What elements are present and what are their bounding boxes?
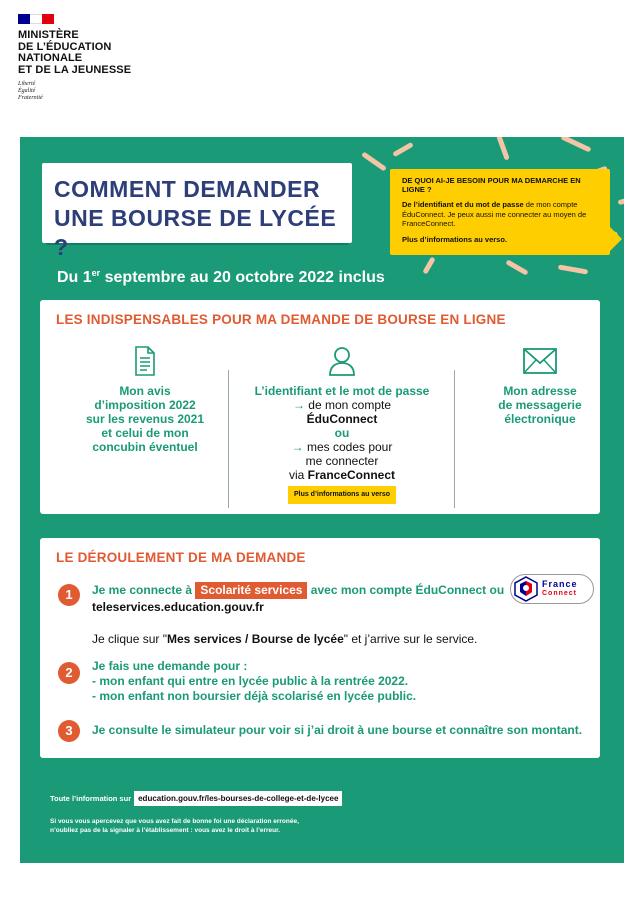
step-1-number: 1	[58, 584, 80, 606]
user-icon	[327, 346, 357, 376]
franceconnect-logo[interactable]: France Connect	[510, 574, 594, 604]
tax-notice-column: Mon avis d’imposition 2022 sur les revenus 2021 et celui de mon concubin éventuel	[80, 346, 210, 454]
decorative-dash	[618, 198, 624, 205]
essentials-card	[40, 300, 600, 514]
callout-box	[390, 169, 610, 255]
more-info-tag: Plus d’informations au verso	[288, 486, 396, 504]
step-1-subtext: Je clique sur "Mes services / Bourse de lycée" et j’arrive sur le service.	[92, 632, 478, 646]
callout-question: DE QUOI AI-JE BESOIN POUR MA DEMARCHE EN LIGNE ?	[402, 176, 581, 194]
envelope-icon	[523, 348, 557, 374]
french-flag	[18, 14, 54, 24]
title-box	[42, 163, 352, 260]
callout-answer: De l’identifiant et du mot de passe de mon compte ÉduConnect. Je peux aussi me connecter au moyen de FranceConnect.	[402, 200, 587, 228]
step-2-number: 2	[58, 662, 80, 684]
decorative-dash	[505, 259, 528, 275]
document-icon	[134, 346, 156, 376]
scolarite-services-link[interactable]: Scolarité services	[195, 582, 307, 599]
decorative-dash	[422, 256, 435, 274]
ministry-name: MINISTÈRE DE L’ÉDUCATION NATIONALE ET DE LA JEUNESSE	[18, 29, 132, 76]
step-3-text: Je consulte le simulateur pour voir si j’ai droit à une bourse et connaître son montant.	[92, 723, 583, 737]
callout-arrow	[608, 225, 622, 253]
step-1-text: Je me connecte à Scolarité services avec mon compte ÉduConnect ou	[92, 583, 505, 597]
teleservices-url[interactable]: teleservices.education.gouv.fr	[92, 600, 264, 614]
step-3-number: 3	[58, 720, 80, 742]
decorative-dash	[392, 142, 414, 157]
ministry-motto: Liberté Égalité Fraternité	[18, 81, 43, 101]
title-line-2: UNE BOURSE DE LYCÉE ?	[54, 205, 337, 260]
franceconnect-icon	[513, 576, 539, 602]
essentials-title: LES INDISPENSABLES POUR MA DEMANDE DE BOURSE EN LIGNE	[56, 312, 506, 327]
decorative-dash	[361, 151, 387, 171]
ministry-logo	[18, 14, 178, 102]
green-panel	[20, 137, 624, 863]
email-column: Mon adresse de messagerie électronique	[480, 346, 600, 426]
decorative-dash	[558, 264, 588, 274]
decorative-dash	[560, 137, 591, 153]
column-divider	[454, 370, 455, 508]
step-2-text: Je fais une demande pour : - mon enfant qui entre en lycée public à la rentrée 2022. - mon enfant non boursier déjà scolarisé en lycée public.	[92, 659, 417, 703]
credentials-column: L’identifiant et le mot de passe → de mon compte ÉduConnect ou → mes codes pour me connecter via FranceConnect Plus d’informations au verso	[232, 346, 452, 504]
footer-note: Si vous vous apercevez que vous avez fait de bonne foi une déclaration erronée, n’oubliez pas de la signaler à l’établissement : vous avez le droit à l’erreur.	[50, 818, 299, 834]
callout-more: Plus d’informations au verso.	[402, 234, 508, 244]
process-title: LE DÉROULEMENT DE MA DEMANDE	[56, 550, 306, 565]
title-line-1: COMMENT DEMANDER	[54, 176, 321, 202]
process-card	[40, 538, 600, 758]
date-range: Du 1er septembre au 20 octobre 2022 inclus	[57, 268, 385, 286]
footer-info: Toute l’information sur education.gouv.fr/les-bourses-de-college-et-de-lycee	[50, 791, 342, 806]
decorative-dash	[496, 137, 510, 161]
footer-url[interactable]: education.gouv.fr/les-bourses-de-college-et-de-lycee	[134, 791, 342, 806]
column-divider	[228, 370, 229, 508]
